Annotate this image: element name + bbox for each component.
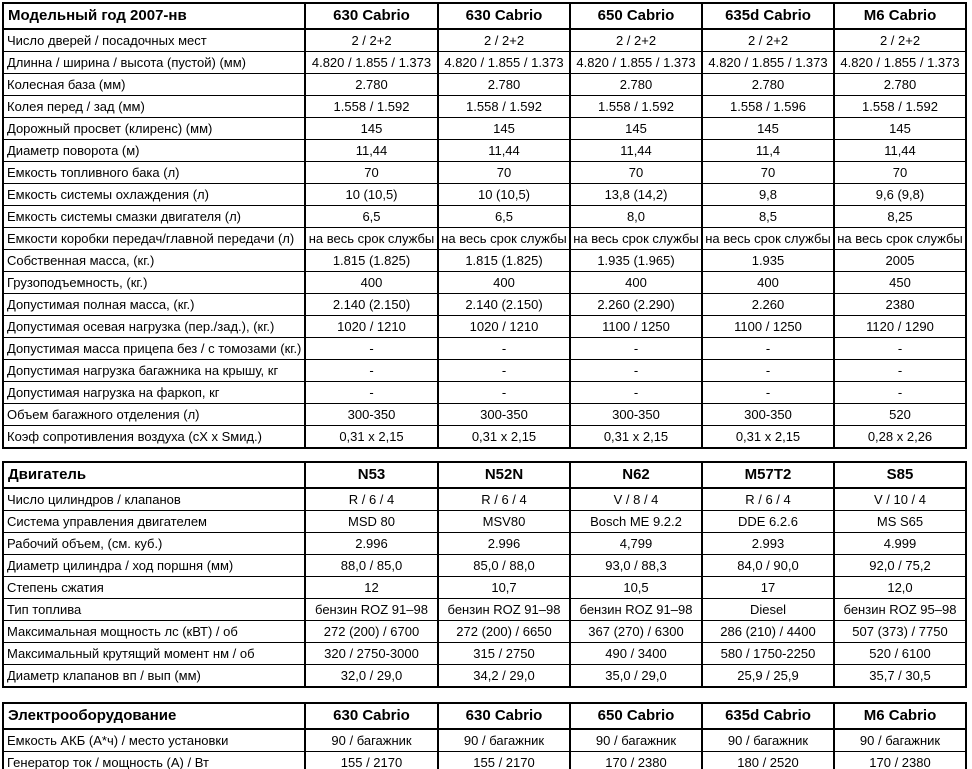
cell-value: -	[702, 360, 834, 382]
cell-value: 90 / багажник	[305, 729, 438, 752]
cell-value: на весь срок службы	[834, 228, 966, 250]
column-header: 650 Cabrio	[570, 3, 702, 29]
cell-value: 35,7 / 30,5	[834, 665, 966, 688]
cell-value: 2.260 (2.290)	[570, 294, 702, 316]
row-label: Диаметр поворота (м)	[3, 140, 305, 162]
cell-value: 400	[305, 272, 438, 294]
cell-value: 2.780	[570, 74, 702, 96]
cell-value: 2005	[834, 250, 966, 272]
column-header: M57T2	[702, 462, 834, 488]
column-header: N53	[305, 462, 438, 488]
table-row	[3, 577, 966, 599]
cell-value: 1.558 / 1.592	[834, 96, 966, 118]
table-row	[3, 643, 966, 665]
cell-value: 34,2 / 29,0	[438, 665, 570, 688]
row-label: Грузоподъемность, (кг.)	[3, 272, 305, 294]
cell-value: -	[570, 338, 702, 360]
cell-value: 2 / 2+2	[702, 29, 834, 52]
column-header: N52N	[438, 462, 570, 488]
cell-value: 400	[570, 272, 702, 294]
cell-value: 400	[438, 272, 570, 294]
row-label: Емкость системы смазки двигателя (л)	[3, 206, 305, 228]
cell-value: 0,31 x 2,15	[305, 426, 438, 449]
cell-value: 1.558 / 1.596	[702, 96, 834, 118]
row-label: Система управления двигателем	[3, 511, 305, 533]
cell-value: на весь срок службы	[702, 228, 834, 250]
cell-value: 9,6 (9,8)	[834, 184, 966, 206]
cell-value: на весь срок службы	[570, 228, 702, 250]
spec-table-model	[2, 2, 967, 449]
cell-value: 155 / 2170	[438, 752, 570, 769]
row-label: Коэф сопротивления воздуха (cX x Sмид.)	[3, 426, 305, 449]
cell-value: 315 / 2750	[438, 643, 570, 665]
cell-value: 2.780	[702, 74, 834, 96]
cell-value: 145	[305, 118, 438, 140]
header-row	[3, 462, 966, 488]
cell-value: 4.820 / 1.855 / 1.373	[438, 52, 570, 74]
cell-value: 8,25	[834, 206, 966, 228]
table-row	[3, 360, 966, 382]
cell-value: 2 / 2+2	[438, 29, 570, 52]
cell-value: 90 / багажник	[570, 729, 702, 752]
cell-value: 93,0 / 88,3	[570, 555, 702, 577]
cell-value: 2.260	[702, 294, 834, 316]
cell-value: V / 10 / 4	[834, 488, 966, 511]
cell-value: 300-350	[305, 404, 438, 426]
column-header: 630 Cabrio	[438, 703, 570, 729]
table-row	[3, 555, 966, 577]
table-row	[3, 206, 966, 228]
table-row	[3, 118, 966, 140]
row-label: Рабочий объем, (см. куб.)	[3, 533, 305, 555]
cell-value: 2 / 2+2	[834, 29, 966, 52]
table-row	[3, 426, 966, 449]
cell-value: 90 / багажник	[438, 729, 570, 752]
cell-value: 2.996	[305, 533, 438, 555]
cell-value: -	[570, 382, 702, 404]
table-row	[3, 729, 966, 752]
row-label: Допустимая осевая нагрузка (пер./зад.), (кг.)	[3, 316, 305, 338]
section-title: Модельный год 2007-нв	[3, 3, 305, 29]
cell-value: 490 / 3400	[570, 643, 702, 665]
table-row	[3, 74, 966, 96]
cell-value: 4.820 / 1.855 / 1.373	[570, 52, 702, 74]
table-row	[3, 752, 966, 769]
cell-value: -	[438, 382, 570, 404]
table-row	[3, 404, 966, 426]
cell-value: -	[305, 338, 438, 360]
row-label: Диаметр клапанов вп / вып (мм)	[3, 665, 305, 688]
table-row	[3, 338, 966, 360]
column-header: M6 Cabrio	[834, 703, 966, 729]
header-row	[3, 3, 966, 29]
cell-value: 10 (10,5)	[438, 184, 570, 206]
cell-value: MSV80	[438, 511, 570, 533]
row-label: Допустимая нагрузка на фаркоп, кг	[3, 382, 305, 404]
section-title: Электрооборудование	[3, 703, 305, 729]
table-row	[3, 96, 966, 118]
row-label: Степень сжатия	[3, 577, 305, 599]
table-row	[3, 162, 966, 184]
cell-value: -	[438, 338, 570, 360]
cell-value: 1.935 (1.965)	[570, 250, 702, 272]
cell-value: 2.140 (2.150)	[438, 294, 570, 316]
cell-value: V / 8 / 4	[570, 488, 702, 511]
cell-value: бензин ROZ 95–98	[834, 599, 966, 621]
spec-tables-container	[0, 2, 972, 769]
table-row	[3, 140, 966, 162]
cell-value: R / 6 / 4	[305, 488, 438, 511]
cell-value: 520 / 6100	[834, 643, 966, 665]
cell-value: 4.820 / 1.855 / 1.373	[834, 52, 966, 74]
cell-value: 520	[834, 404, 966, 426]
cell-value: 2380	[834, 294, 966, 316]
cell-value: 580 / 1750-2250	[702, 643, 834, 665]
cell-value: 1.815 (1.825)	[305, 250, 438, 272]
table-row	[3, 228, 966, 250]
cell-value: 6,5	[305, 206, 438, 228]
column-header: 650 Cabrio	[570, 703, 702, 729]
cell-value: 0,31 x 2,15	[702, 426, 834, 449]
cell-value: 2.140 (2.150)	[305, 294, 438, 316]
cell-value: 2.780	[438, 74, 570, 96]
table-row	[3, 29, 966, 52]
cell-value: MSD 80	[305, 511, 438, 533]
cell-value: 10,5	[570, 577, 702, 599]
cell-value: 4.999	[834, 533, 966, 555]
cell-value: 11,44	[570, 140, 702, 162]
cell-value: 17	[702, 577, 834, 599]
column-header: 630 Cabrio	[305, 703, 438, 729]
cell-value: DDE 6.2.6	[702, 511, 834, 533]
cell-value: 1100 / 1250	[570, 316, 702, 338]
cell-value: 70	[834, 162, 966, 184]
cell-value: 145	[702, 118, 834, 140]
cell-value: 8,0	[570, 206, 702, 228]
cell-value: 0,31 x 2,15	[570, 426, 702, 449]
cell-value: 1.558 / 1.592	[570, 96, 702, 118]
cell-value: -	[834, 360, 966, 382]
cell-value: 300-350	[702, 404, 834, 426]
cell-value: бензин ROZ 91–98	[570, 599, 702, 621]
spec-table-electrical	[2, 702, 967, 769]
section-title: Двигатель	[3, 462, 305, 488]
table-row	[3, 184, 966, 206]
table-row	[3, 272, 966, 294]
cell-value: 180 / 2520	[702, 752, 834, 769]
cell-value: 9,8	[702, 184, 834, 206]
cell-value: 2.996	[438, 533, 570, 555]
cell-value: 272 (200) / 6700	[305, 621, 438, 643]
row-label: Генератор ток / мощность (А) / Вт	[3, 752, 305, 769]
cell-value: 2.780	[834, 74, 966, 96]
cell-value: 2.993	[702, 533, 834, 555]
column-header: S85	[834, 462, 966, 488]
table-row	[3, 599, 966, 621]
cell-value: 12	[305, 577, 438, 599]
row-label: Длинна / ширина / высота (пустой) (мм)	[3, 52, 305, 74]
cell-value: 1.815 (1.825)	[438, 250, 570, 272]
row-label: Емкости коробки передач/главной передачи (л)	[3, 228, 305, 250]
table-row	[3, 52, 966, 74]
cell-value: 1020 / 1210	[438, 316, 570, 338]
cell-value: 70	[570, 162, 702, 184]
cell-value: 400	[702, 272, 834, 294]
cell-value: 450	[834, 272, 966, 294]
row-label: Емкость АКБ (А*ч) / место установки	[3, 729, 305, 752]
cell-value: R / 6 / 4	[438, 488, 570, 511]
cell-value: 507 (373) / 7750	[834, 621, 966, 643]
table-row	[3, 511, 966, 533]
column-header: M6 Cabrio	[834, 3, 966, 29]
cell-value: на весь срок службы	[438, 228, 570, 250]
spec-table-engine	[2, 461, 967, 688]
cell-value: Diesel	[702, 599, 834, 621]
cell-value: -	[834, 338, 966, 360]
cell-value: 13,8 (14,2)	[570, 184, 702, 206]
cell-value: 12,0	[834, 577, 966, 599]
cell-value: 1120 / 1290	[834, 316, 966, 338]
cell-value: 6,5	[438, 206, 570, 228]
cell-value: 170 / 2380	[570, 752, 702, 769]
cell-value: 1100 / 1250	[702, 316, 834, 338]
cell-value: 1020 / 1210	[305, 316, 438, 338]
row-label: Собственная масса, (кг.)	[3, 250, 305, 272]
cell-value: 0,31 x 2,15	[438, 426, 570, 449]
cell-value: 32,0 / 29,0	[305, 665, 438, 688]
cell-value: 11,44	[305, 140, 438, 162]
cell-value: 170 / 2380	[834, 752, 966, 769]
row-label: Число дверей / посадочных мест	[3, 29, 305, 52]
cell-value: 90 / багажник	[834, 729, 966, 752]
table-row	[3, 533, 966, 555]
row-label: Допустимая масса прицепа без / с томозами (кг.)	[3, 338, 305, 360]
table-row	[3, 665, 966, 688]
cell-value: R / 6 / 4	[702, 488, 834, 511]
cell-value: 25,9 / 25,9	[702, 665, 834, 688]
table-row	[3, 316, 966, 338]
cell-value: 0,28 x 2,26	[834, 426, 966, 449]
cell-value: -	[834, 382, 966, 404]
cell-value: -	[305, 382, 438, 404]
cell-value: 367 (270) / 6300	[570, 621, 702, 643]
cell-value: 11,44	[834, 140, 966, 162]
table-row	[3, 621, 966, 643]
column-header: 635d Cabrio	[702, 3, 834, 29]
column-header: N62	[570, 462, 702, 488]
row-label: Дорожный просвет (клиренс) (мм)	[3, 118, 305, 140]
cell-value: 70	[702, 162, 834, 184]
cell-value: 85,0 / 88,0	[438, 555, 570, 577]
cell-value: 4.820 / 1.855 / 1.373	[305, 52, 438, 74]
cell-value: 300-350	[438, 404, 570, 426]
header-row	[3, 703, 966, 729]
cell-value: -	[570, 360, 702, 382]
cell-value: 1.558 / 1.592	[305, 96, 438, 118]
cell-value: 2 / 2+2	[570, 29, 702, 52]
column-header: 635d Cabrio	[702, 703, 834, 729]
row-label: Емкость системы охлаждения (л)	[3, 184, 305, 206]
cell-value: 8,5	[702, 206, 834, 228]
row-label: Максимальная мощность лс (кВТ) / об	[3, 621, 305, 643]
cell-value: 10,7	[438, 577, 570, 599]
table-row	[3, 382, 966, 404]
row-label: Колея перед / зад (мм)	[3, 96, 305, 118]
cell-value: 70	[438, 162, 570, 184]
row-label: Диаметр цилиндра / ход поршня (мм)	[3, 555, 305, 577]
table-row	[3, 294, 966, 316]
row-label: Тип топлива	[3, 599, 305, 621]
cell-value: на весь срок службы	[305, 228, 438, 250]
cell-value: 11,44	[438, 140, 570, 162]
cell-value: -	[702, 338, 834, 360]
row-label: Максимальный крутящий момент нм / об	[3, 643, 305, 665]
row-label: Объем багажного отделения (л)	[3, 404, 305, 426]
cell-value: 145	[834, 118, 966, 140]
cell-value: -	[702, 382, 834, 404]
cell-value: 10 (10,5)	[305, 184, 438, 206]
row-label: Число цилиндров / клапанов	[3, 488, 305, 511]
row-label: Допустимая нагрузка багажника на крышу, кг	[3, 360, 305, 382]
cell-value: 145	[570, 118, 702, 140]
cell-value: 300-350	[570, 404, 702, 426]
cell-value: 4.820 / 1.855 / 1.373	[702, 52, 834, 74]
table-row	[3, 488, 966, 511]
cell-value: 1.935	[702, 250, 834, 272]
cell-value: 145	[438, 118, 570, 140]
cell-value: 90 / багажник	[702, 729, 834, 752]
cell-value: -	[305, 360, 438, 382]
cell-value: 2 / 2+2	[305, 29, 438, 52]
cell-value: 286 (210) / 4400	[702, 621, 834, 643]
cell-value: 2.780	[305, 74, 438, 96]
cell-value: бензин ROZ 91–98	[305, 599, 438, 621]
column-header: 630 Cabrio	[305, 3, 438, 29]
cell-value: 35,0 / 29,0	[570, 665, 702, 688]
cell-value: 4,799	[570, 533, 702, 555]
cell-value: MS S65	[834, 511, 966, 533]
row-label: Допустимая полная масса, (кг.)	[3, 294, 305, 316]
cell-value: 88,0 / 85,0	[305, 555, 438, 577]
cell-value: Bosch ME 9.2.2	[570, 511, 702, 533]
cell-value: 320 / 2750-3000	[305, 643, 438, 665]
cell-value: 92,0 / 75,2	[834, 555, 966, 577]
cell-value: 155 / 2170	[305, 752, 438, 769]
cell-value: 272 (200) / 6650	[438, 621, 570, 643]
table-row	[3, 250, 966, 272]
cell-value: 84,0 / 90,0	[702, 555, 834, 577]
column-header: 630 Cabrio	[438, 3, 570, 29]
row-label: Емкость топливного бака (л)	[3, 162, 305, 184]
row-label: Колесная база (мм)	[3, 74, 305, 96]
cell-value: бензин ROZ 91–98	[438, 599, 570, 621]
cell-value: 70	[305, 162, 438, 184]
cell-value: 1.558 / 1.592	[438, 96, 570, 118]
cell-value: 11,4	[702, 140, 834, 162]
cell-value: -	[438, 360, 570, 382]
